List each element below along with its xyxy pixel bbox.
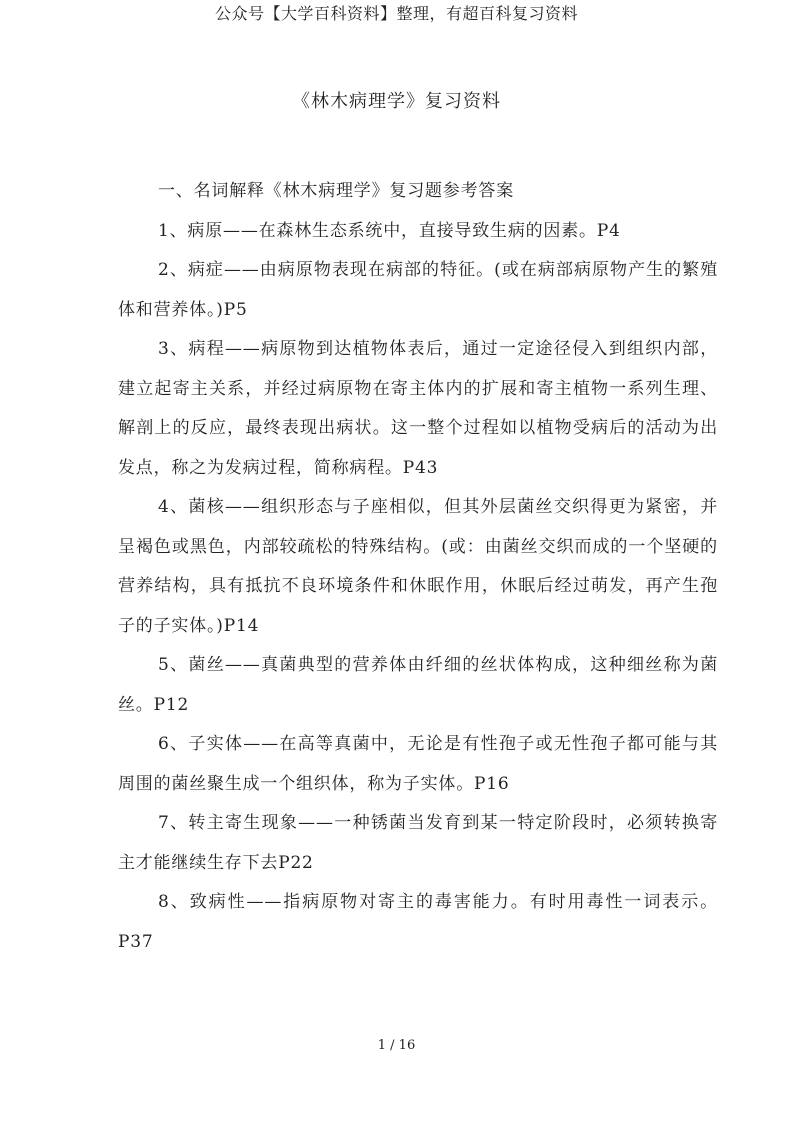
term-definition-3: 3、病程——病原物到达植物体表后，通过一定途径侵入到组织内部，建立起寄主关系，并经过病原物在寄主体内的扩展和寄主植物一系列生理、解剖上的反应，最终表现出病状。这一整个过程如以植物受病后的活动为出发点，称之为发病过程，简称病程。P43 <box>118 339 718 478</box>
term-definition-1: 1、病原——在森林生态系统中，直接导致生病的因素。P4 <box>158 220 621 241</box>
page-number: 1 / 16 <box>377 1038 416 1053</box>
term-definition-8: 8、致病性——指病原物对寄主的毒害能力。有时用毒性一词表示。P37 <box>118 892 718 952</box>
document-body <box>118 172 718 962</box>
term-definition-5: 5、菌丝——真菌典型的营养体由纤细的丝状体构成，这种细丝称为菌丝。P12 <box>118 655 718 715</box>
section-heading: 一、名词解释《林木病理学》复习题参考答案 <box>158 181 514 201</box>
page-header-note: 公众号【大学百科资料】整理，有超百科复习资料 <box>214 4 578 23</box>
document-title: 《林木病理学》复习资料 <box>292 91 501 112</box>
term-definition-2: 2、病症——由病原物表现在病部的特征。(或在病部病原物产生的繁殖体和营养体。)P5 <box>118 260 718 320</box>
term-definition-6: 6、子实体——在高等真菌中，无论是有性孢子或无性孢子都可能与其周围的菌丝聚生成一个组织体，称为子实体。P16 <box>118 734 718 794</box>
term-definition-7: 7、转主寄生现象——一种锈菌当发育到某一特定阶段时，必须转换寄主才能继续生存下去P22 <box>118 813 718 873</box>
term-definition-4: 4、菌核——组织形态与子座相似，但其外层菌丝交织得更为紧密，并呈褐色或黑色，内部较疏松的特殊结构。(或：由菌丝交织而成的一个坚硬的营养结构，具有抵抗不良环境条件和休眠作用，休眠后经过萌发，再产生孢子的子实体。)P14 <box>118 497 718 636</box>
